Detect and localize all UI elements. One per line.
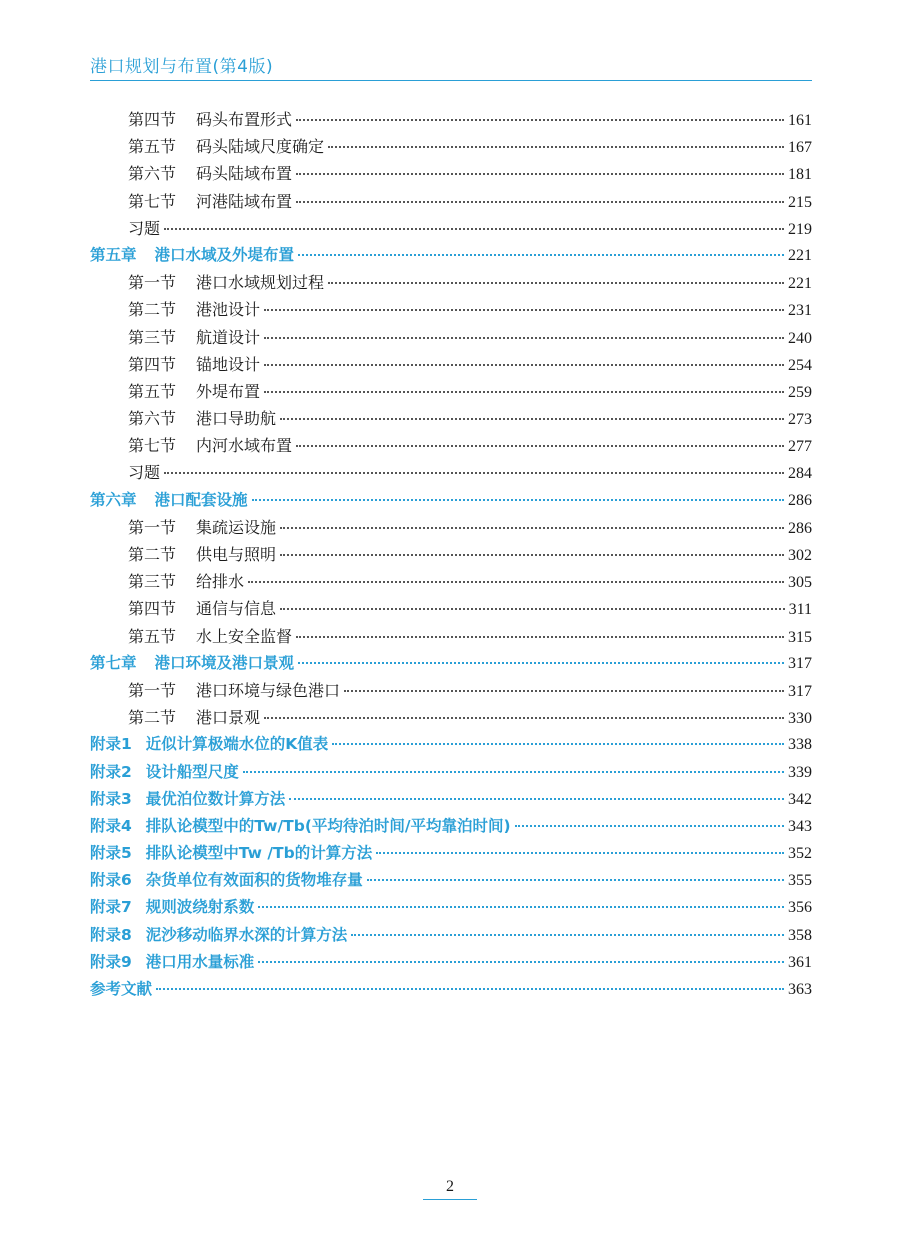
toc-entry-page: 339 xyxy=(788,763,812,781)
toc-entry-title: 通信与信息 xyxy=(196,599,277,619)
toc-appendix-entry[interactable] xyxy=(90,923,812,950)
dot-leader xyxy=(344,690,784,692)
toc-entry-title: 设计船型尺度 xyxy=(145,762,239,781)
toc-entry-title: 港口导助航 xyxy=(196,409,277,429)
toc-entry-label: 附录5 xyxy=(90,844,132,863)
toc-entry-page: 181 xyxy=(788,166,812,184)
dot-leader xyxy=(264,717,784,719)
toc-entry-title: 港口环境与绿色港口 xyxy=(196,680,341,700)
toc-entry-title: 港口水域规划过程 xyxy=(196,273,325,293)
toc-entry-title: 外堤布置 xyxy=(196,381,261,401)
toc-chapter-entry[interactable] xyxy=(90,488,812,515)
toc-appendix-entry[interactable] xyxy=(90,760,812,787)
toc-entry-page: 231 xyxy=(788,302,812,320)
toc-entry-title: 码头布置形式 xyxy=(196,110,293,129)
toc-entry-title: 码头陆域尺度确定 xyxy=(196,137,325,157)
toc-entry-title: 近似计算极端水位的K值表 xyxy=(145,735,329,754)
toc-entry-title: 给排水 xyxy=(196,572,245,592)
dot-leader xyxy=(296,445,784,447)
toc-entry-title: 港池设计 xyxy=(196,300,261,320)
toc-section-entry[interactable] xyxy=(90,515,812,542)
toc-section-entry[interactable] xyxy=(90,678,812,705)
toc-section-entry[interactable] xyxy=(90,433,812,460)
toc-section-entry[interactable] xyxy=(90,161,812,188)
toc-entry-title: 航道设计 xyxy=(196,327,261,347)
toc-entry-label: 第三节 xyxy=(128,572,177,592)
toc-entry-page: 352 xyxy=(788,845,812,863)
toc-entry-label: 附录7 xyxy=(90,898,132,917)
toc-appendix-entry[interactable] xyxy=(90,732,812,759)
toc-appendix-entry[interactable] xyxy=(90,950,812,977)
toc-entry-page: 317 xyxy=(788,682,812,700)
toc-entry-page: 356 xyxy=(788,899,812,917)
toc-appendix-entry[interactable] xyxy=(90,868,812,895)
toc-entry-label: 第四节 xyxy=(128,599,177,619)
toc-section-entry[interactable] xyxy=(90,569,812,596)
toc-entry-label: 第一节 xyxy=(128,680,177,700)
toc-entry-label: 第六节 xyxy=(128,164,177,184)
toc-entry-label: 附录4 xyxy=(90,816,132,835)
table-of-contents xyxy=(90,107,812,1004)
footer-divider xyxy=(423,1199,477,1200)
toc-entry-label: 第三节 xyxy=(128,327,177,347)
dot-leader xyxy=(248,581,784,583)
toc-entry-page: 277 xyxy=(788,438,812,456)
dot-leader xyxy=(328,282,784,284)
toc-entry-label: 第二节 xyxy=(128,300,177,320)
dot-leader xyxy=(258,961,784,963)
toc-entry-label: 第一节 xyxy=(128,517,177,537)
toc-section-entry[interactable] xyxy=(90,542,812,569)
toc-section-entry[interactable] xyxy=(90,134,812,161)
toc-section-entry[interactable] xyxy=(90,596,812,623)
toc-appendix-entry[interactable] xyxy=(90,787,812,814)
toc-entry-title: 最优泊位数计算方法 xyxy=(145,789,286,808)
toc-entry-label: 第六章 xyxy=(90,490,137,509)
toc-chapter-entry[interactable] xyxy=(90,651,812,678)
toc-entry-page: 219 xyxy=(788,220,812,238)
toc-appendix-entry[interactable] xyxy=(90,977,812,1004)
toc-entry-label: 第五节 xyxy=(128,626,177,646)
toc-entry-page: 330 xyxy=(788,710,812,728)
dot-leader xyxy=(289,798,784,800)
dot-leader xyxy=(296,201,784,203)
dot-leader xyxy=(296,636,784,638)
dot-leader xyxy=(243,771,784,773)
toc-entry-title: 港口环境及港口景观 xyxy=(154,653,295,672)
toc-entry-title: 规则波绕射系数 xyxy=(145,898,255,917)
toc-entry-label: 第二节 xyxy=(128,708,177,728)
dot-leader xyxy=(367,879,784,881)
toc-entry-page: 273 xyxy=(788,411,812,429)
toc-entry-page: 221 xyxy=(788,275,812,293)
toc-entry-page: 358 xyxy=(788,926,812,944)
toc-entry-title: 港口配套设施 xyxy=(154,490,248,509)
toc-entry-title: 内河水域布置 xyxy=(196,436,293,456)
dot-leader xyxy=(264,391,784,393)
dot-leader xyxy=(296,173,784,175)
toc-section-entry[interactable] xyxy=(90,107,812,134)
toc-entry-title: 港口景观 xyxy=(196,708,261,728)
toc-entry-page: 363 xyxy=(788,981,812,998)
toc-entry-label: 附录9 xyxy=(90,952,132,971)
toc-entry-page: 240 xyxy=(788,329,812,347)
dot-leader xyxy=(296,119,784,121)
toc-section-entry[interactable] xyxy=(90,189,812,216)
toc-entry-title: 港口用水量标准 xyxy=(145,952,255,971)
toc-entry-page: 254 xyxy=(788,356,812,374)
toc-entry-label: 附录3 xyxy=(90,789,132,808)
toc-entry-page: 286 xyxy=(788,491,812,509)
toc-entry-page: 259 xyxy=(788,383,812,401)
dot-leader xyxy=(280,554,784,556)
dot-leader xyxy=(328,146,784,148)
toc-entry-label: 第五节 xyxy=(128,381,177,401)
toc-entry-page: 305 xyxy=(788,574,812,592)
dot-leader xyxy=(332,743,784,745)
toc-entry-page: 343 xyxy=(788,817,812,835)
toc-entry-label: 第六节 xyxy=(128,409,177,429)
dot-leader xyxy=(164,472,784,474)
toc-entry-title: 港口水域及外堤布置 xyxy=(154,245,295,264)
toc-entry-title: 习题 xyxy=(128,218,161,238)
toc-appendix-entry[interactable] xyxy=(90,814,812,841)
toc-chapter-entry[interactable] xyxy=(90,243,812,270)
toc-entry-page: 315 xyxy=(788,628,812,646)
dot-leader xyxy=(298,254,784,256)
dot-leader xyxy=(280,608,785,610)
toc-section-entry[interactable] xyxy=(90,624,812,651)
toc-entry-page: 361 xyxy=(788,953,812,971)
toc-entry-page: 215 xyxy=(788,193,812,211)
toc-appendix-entry[interactable] xyxy=(90,841,812,868)
toc-entry-title: 供电与照明 xyxy=(196,545,277,564)
toc-entry-page: 167 xyxy=(788,139,812,157)
toc-entry-label: 第五章 xyxy=(90,245,137,264)
dot-leader xyxy=(298,662,784,664)
toc-entry-title: 码头陆域布置 xyxy=(196,164,293,184)
dot-leader xyxy=(264,309,784,311)
toc-entry-page: 302 xyxy=(788,547,812,564)
dot-leader xyxy=(164,228,784,230)
toc-entry-label: 第二节 xyxy=(128,545,177,564)
dot-leader xyxy=(258,906,784,908)
toc-entry-page: 286 xyxy=(788,519,812,537)
toc-section-entry[interactable] xyxy=(90,705,812,732)
toc-entry-label: 第一节 xyxy=(128,273,177,293)
header-divider xyxy=(90,80,812,81)
toc-entry-page: 284 xyxy=(788,465,812,483)
toc-section-entry[interactable] xyxy=(90,406,812,433)
dot-leader xyxy=(515,825,784,827)
toc-entry-page: 342 xyxy=(788,790,812,808)
toc-entry-label: 附录6 xyxy=(90,871,132,890)
dot-leader xyxy=(280,527,784,529)
toc-appendix-entry[interactable] xyxy=(90,895,812,922)
dot-leader xyxy=(376,852,784,854)
toc-entry-page: 338 xyxy=(788,736,812,754)
toc-entry-page: 355 xyxy=(788,872,812,890)
toc-entry-label: 第四节 xyxy=(128,354,177,374)
toc-entry-label: 第四节 xyxy=(128,110,177,129)
toc-entry-label: 第七节 xyxy=(128,191,177,211)
toc-entry-title: 河港陆域布置 xyxy=(196,191,293,211)
dot-leader xyxy=(156,988,784,990)
toc-entry-label: 第七章 xyxy=(90,653,137,672)
toc-entry-page: 221 xyxy=(788,246,812,264)
toc-entry-label: 第五节 xyxy=(128,137,177,157)
dot-leader xyxy=(280,418,784,420)
toc-entry-page: 311 xyxy=(788,601,812,619)
toc-section-entry[interactable] xyxy=(90,325,812,352)
toc-entry-title: 参考文献 xyxy=(90,980,153,998)
dot-leader xyxy=(264,337,784,339)
dot-leader xyxy=(264,364,784,366)
toc-entry-title: 锚地设计 xyxy=(196,354,261,374)
dot-leader xyxy=(351,934,784,936)
toc-section-entry[interactable] xyxy=(90,352,812,379)
running-header: 港口规划与布置(第4版) xyxy=(90,57,274,77)
toc-entry-title: 集疏运设施 xyxy=(196,517,277,537)
toc-entry-title: 杂货单位有效面积的货物堆存量 xyxy=(145,871,363,890)
toc-entry-label: 附录8 xyxy=(90,925,132,944)
toc-entry-label: 附录2 xyxy=(90,762,132,781)
toc-entry-page: 317 xyxy=(788,654,812,672)
toc-section-entry[interactable] xyxy=(90,297,812,324)
toc-section-entry[interactable] xyxy=(90,460,812,487)
toc-section-entry[interactable] xyxy=(90,270,812,297)
toc-entry-title: 排队论模型中Tw /Tb的计算方法 xyxy=(145,844,373,863)
page-number: 2 xyxy=(446,1178,454,1195)
toc-entry-title: 习题 xyxy=(128,463,161,483)
toc-entry-title: 水上安全监督 xyxy=(196,626,293,646)
dot-leader xyxy=(252,499,784,501)
toc-entry-title: 泥沙移动临界水深的计算方法 xyxy=(145,925,348,944)
toc-section-entry[interactable] xyxy=(90,216,812,243)
toc-entry-label: 附录1 xyxy=(90,735,132,754)
toc-entry-title: 排队论模型中的Tw/Tb(平均待泊时间/平均靠泊时间) xyxy=(145,816,511,835)
toc-section-entry[interactable] xyxy=(90,379,812,406)
toc-entry-label: 第七节 xyxy=(128,436,177,456)
toc-entry-page: 161 xyxy=(788,112,812,129)
